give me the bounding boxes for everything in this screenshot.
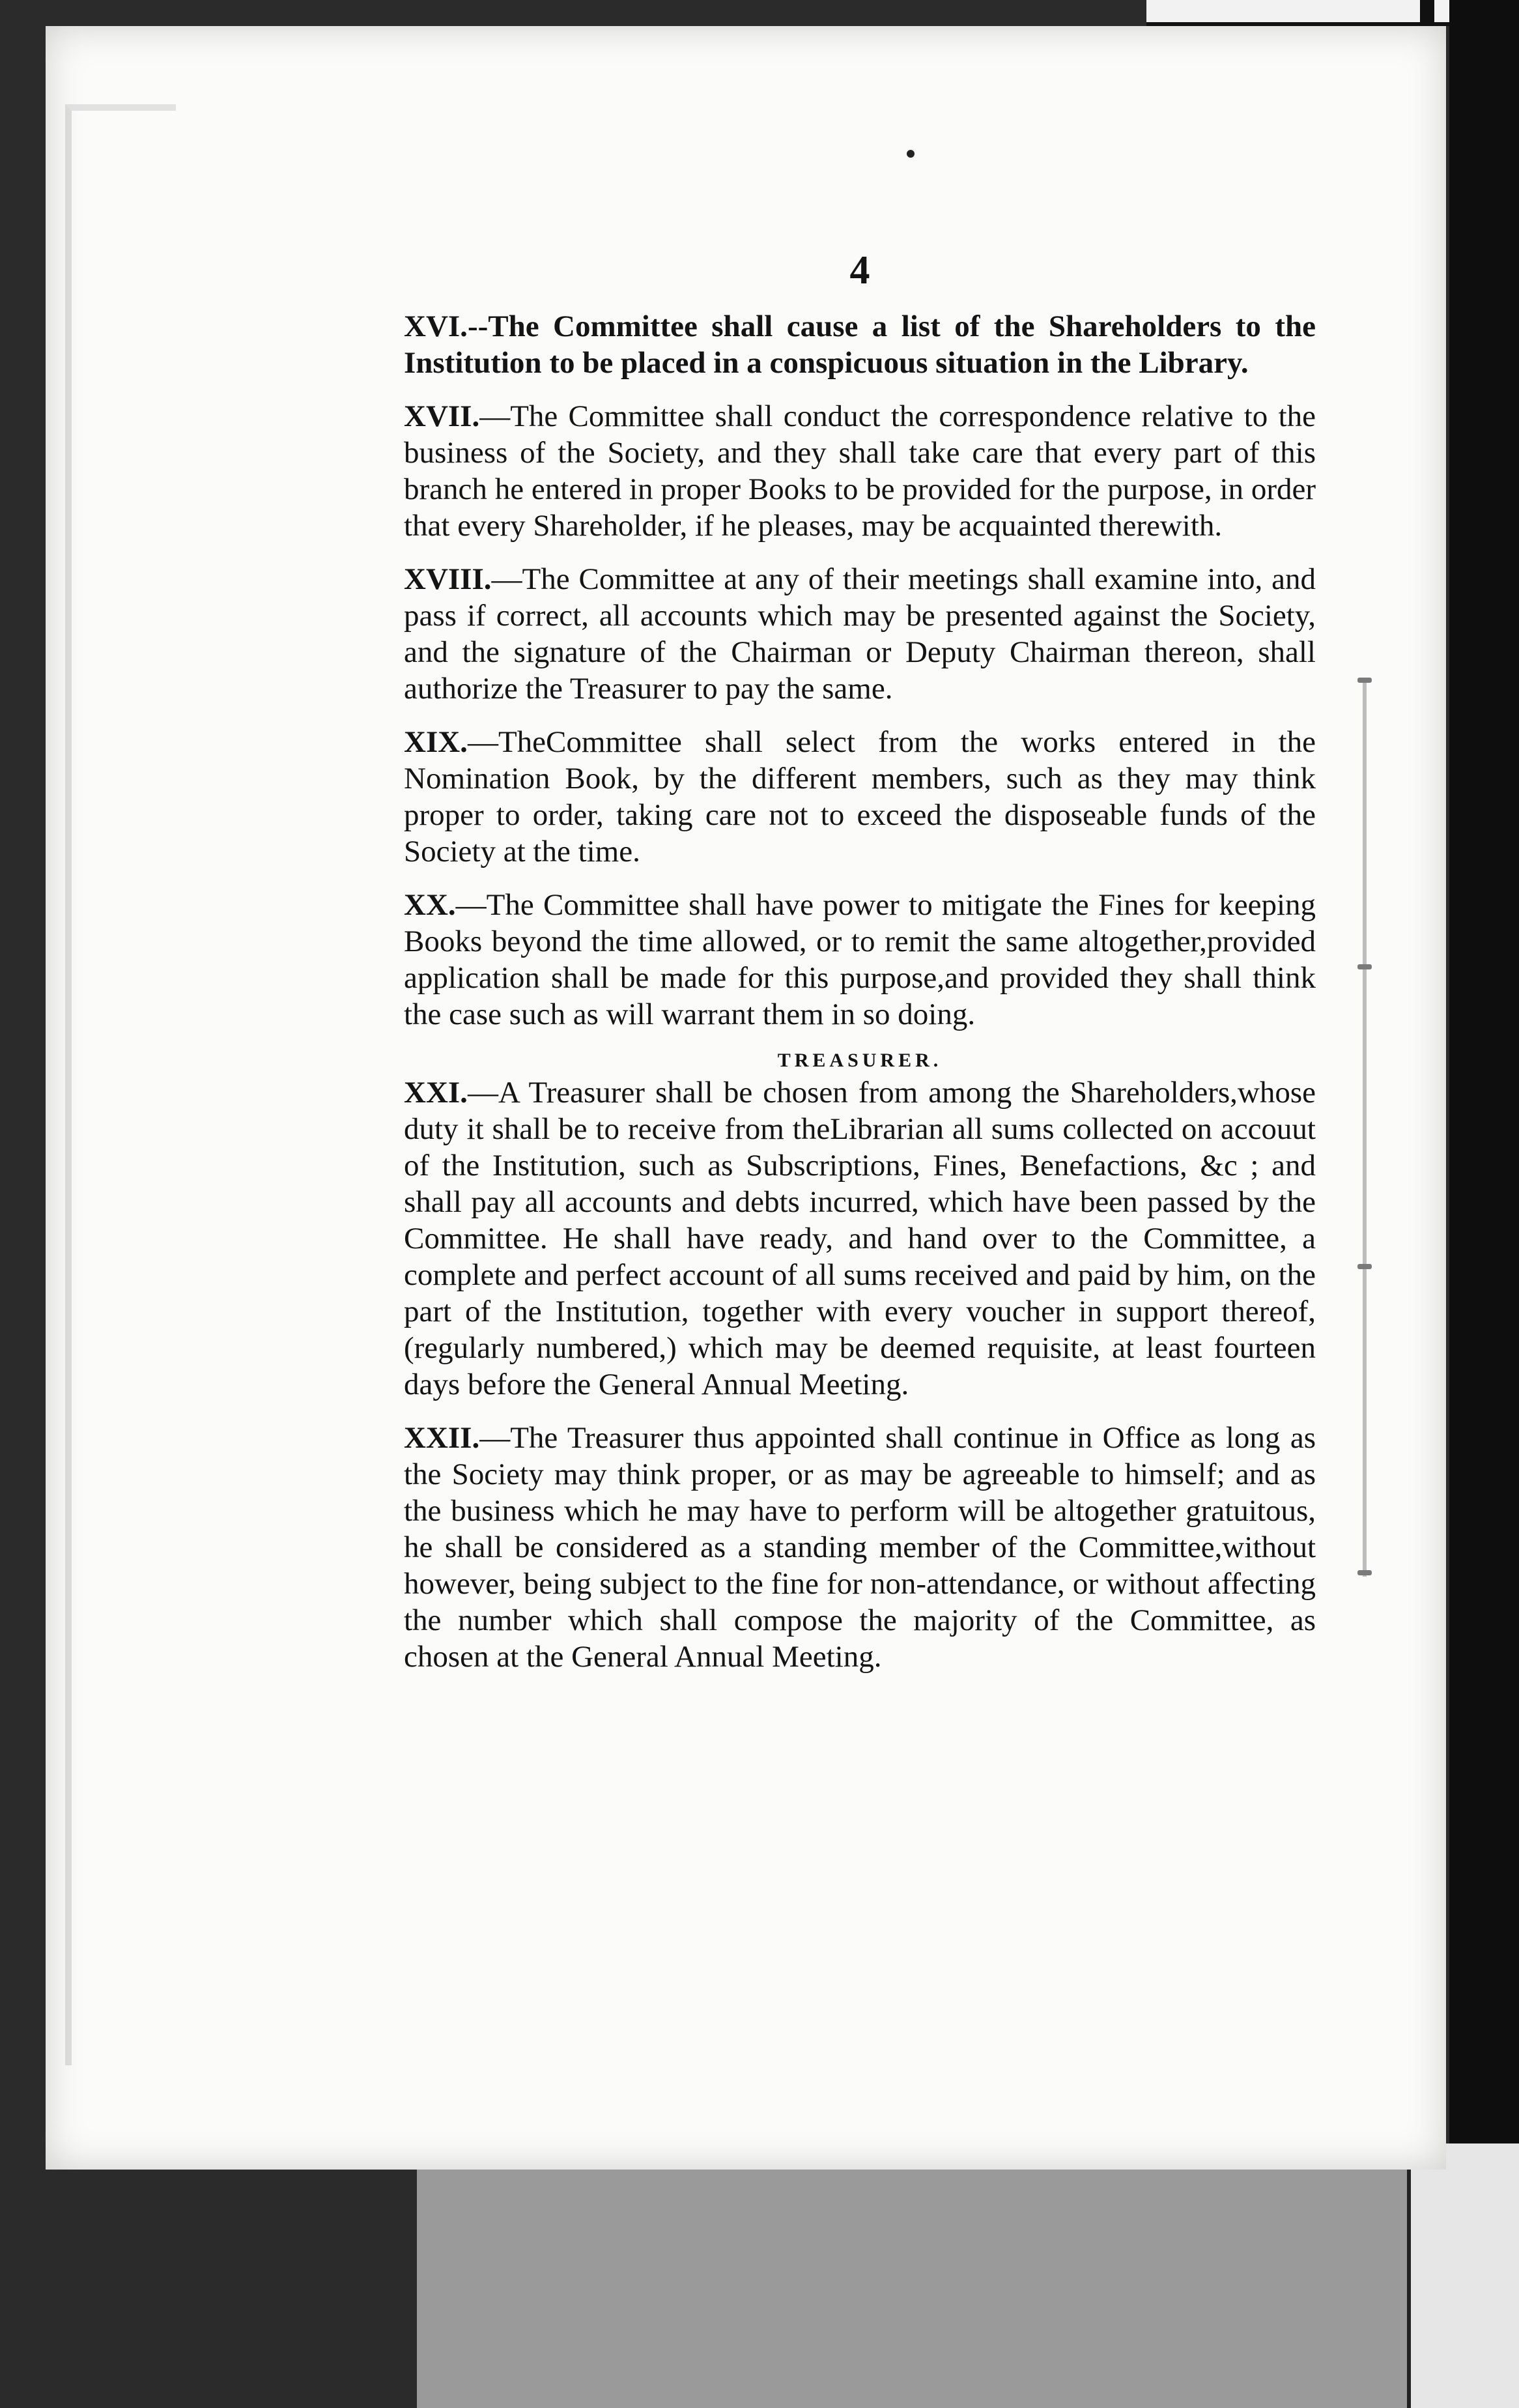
adjacent-page-tick bbox=[1420, 0, 1434, 26]
page-text bbox=[404, 248, 1316, 1692]
rule-xix bbox=[404, 724, 1316, 870]
binding-thread bbox=[1363, 678, 1367, 1577]
scan-bottom-panel bbox=[417, 2163, 1407, 2408]
rule-number: XX. bbox=[404, 888, 456, 922]
ink-dot bbox=[907, 150, 915, 158]
rule-xxii bbox=[404, 1420, 1316, 1675]
rule-number: XVI. bbox=[404, 309, 468, 343]
rule-text: —The Committee shall have power to mitigate the Fines for keeping Books beyond the time allowed, or to remit the same altogether,provided application shall be made for this purpose,and provided they shall think the case such as will warrant them in so doing. bbox=[404, 888, 1316, 1031]
stitch-binding bbox=[1348, 678, 1387, 1577]
rule-text: —The Treasurer thus appointed shall continue in Office as long as the Society may think proper, or as may be agreeable to himself; and as the business which he may have to perform will be altogether gratuitous, he shall be considered as a standing member of the Committee,without however, being subject to the fine for non-attendance, or without affecting the number which shall compose the majority of the Committee, as chosen at the General Annual Meeting. bbox=[404, 1421, 1316, 1674]
rule-text: —The Committee shall conduct the correspondence relative to the business of the Society, and they shall take care that every part of this branch he entered in proper Books to be provided for the purpose, in order that every Shareholder, if he pleases, may be acquainted therewith. bbox=[404, 399, 1316, 543]
rule-number: XXI. bbox=[404, 1076, 468, 1110]
page-edge-shadow bbox=[65, 104, 176, 2065]
rule-xvi bbox=[404, 308, 1316, 381]
rule-text: —The Committee at any of their meetings shall examine into, and pass if correct, all accounts which may be presented against the Society, and the signature of the Chairman or Deputy Chairman thereon, shall authorize the Treasurer to pay the same. bbox=[404, 562, 1316, 706]
rule-number: XIX. bbox=[404, 725, 468, 759]
binding-stitch bbox=[1357, 964, 1372, 969]
rule-text: —TheCommittee shall select from the works entered in the Nomination Book, by the different members, such as they may think proper to order, taking care not to exceed the disposeable funds of the Society at the time. bbox=[404, 725, 1316, 868]
rule-xxi bbox=[404, 1074, 1316, 1403]
binding-stitch bbox=[1357, 678, 1372, 683]
rule-xx bbox=[404, 887, 1316, 1033]
document-page bbox=[46, 26, 1446, 2170]
section-heading-treasurer: TREASURER. bbox=[777, 1050, 943, 1071]
rule-xviii bbox=[404, 561, 1316, 707]
rule-number: XVIII. bbox=[404, 562, 492, 596]
rule-number: XVII. bbox=[404, 399, 480, 433]
rule-xvii bbox=[404, 398, 1316, 544]
binding-stitch bbox=[1357, 1570, 1372, 1575]
page-number: 4 bbox=[849, 248, 870, 293]
binding-stitch bbox=[1357, 1264, 1372, 1269]
rule-text: --The Committee shall cause a list of the Shareholders to the Institution to be placed in a conspicuous situation in the Library. bbox=[404, 309, 1316, 380]
scan-right-edge bbox=[1449, 0, 1519, 2408]
rule-number: XXII. bbox=[404, 1421, 480, 1455]
rule-text: —A Treasurer shall be chosen from among the Shareholders,whose duty it shall be to receive from theLibrarian all sums collected on accouut of the Institution, such as Subscriptions, Fines, Benefactions, &c ; and shall pay all accounts and debts incurred, which have been passed by the Committee. He shall have ready, and hand over to the Committee, a complete and perfect account of all sums received and paid by him, on the part of the Institution, together with every voucher in support thereof, (regularly numbered,) which may be deemed requisite, at least fourteen days before the General Annual Meeting. bbox=[404, 1076, 1316, 1401]
adjacent-page-bottom-strip bbox=[1407, 2143, 1519, 2408]
